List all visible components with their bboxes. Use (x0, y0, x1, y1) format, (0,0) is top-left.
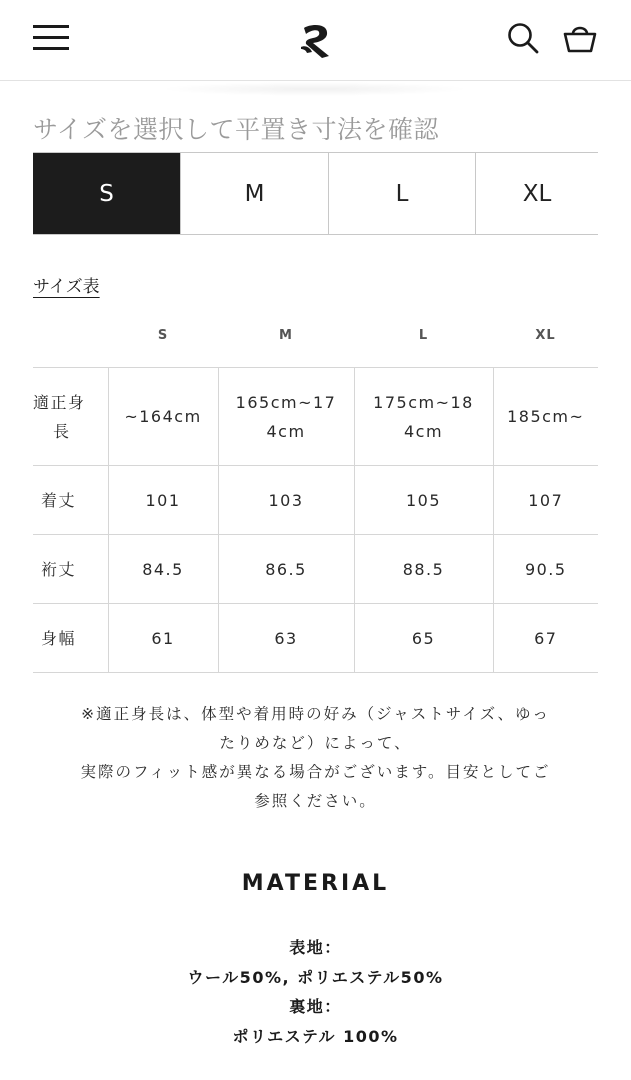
table-cell: 103 (218, 466, 354, 535)
lining-label: 裏地： (289, 997, 342, 1016)
site-header (0, 0, 631, 81)
row-label-cell (33, 368, 108, 466)
table-row (33, 535, 598, 604)
cell-line: 185cm~ (507, 407, 585, 426)
material-list (0, 933, 631, 1051)
table-header-cell: L (354, 303, 493, 368)
fit-note (33, 700, 598, 816)
table-cell: 105 (354, 466, 493, 535)
note-line: 参照ください。 (254, 792, 377, 810)
size-chart-table (33, 303, 598, 673)
note-line: 実際のフィット感が異なる場合がございます。目安としてご (80, 763, 551, 781)
table-cell: 84.5 (108, 535, 218, 604)
shopping-basket-icon[interactable] (561, 20, 599, 56)
cell-line: 4cm (403, 421, 444, 441)
note-line: ※適正身長は、体型や着用時の好み（ジャストサイズ、ゆっ (81, 705, 550, 723)
row-label-cell (33, 535, 108, 604)
cell-line: 4cm (266, 421, 306, 441)
row-label-line: 裄丈 (41, 559, 77, 579)
table-cell: 107 (493, 466, 598, 535)
brand-logo-icon[interactable] (296, 20, 336, 60)
table-cell: 67 (493, 604, 598, 673)
table-cell: 86.5 (218, 535, 354, 604)
row-label-line: 着丈 (41, 490, 77, 510)
table-row (33, 604, 598, 673)
outer-fabric-label: 表地： (289, 938, 342, 957)
cell-line: 165cm~17 (235, 392, 337, 412)
outer-fabric-value: ウール50%, ポリエステル50% (187, 967, 444, 987)
table-cell (354, 368, 493, 466)
table-cell: 65 (354, 604, 493, 673)
size-option-s[interactable]: S (33, 153, 180, 234)
size-chart-link[interactable]: サイズ表 (33, 277, 100, 297)
row-label-cell (33, 466, 108, 535)
table-cell: 101 (108, 466, 218, 535)
size-option-xl[interactable]: XL (475, 153, 598, 234)
material-heading: MATERIAL (241, 871, 390, 896)
hamburger-menu-icon[interactable] (33, 25, 69, 51)
table-header-row (33, 303, 598, 368)
table-header-cell: M (218, 303, 354, 368)
table-header-cell: S (108, 303, 218, 368)
size-option-l[interactable]: L (328, 153, 475, 234)
row-label-cell (33, 604, 108, 673)
row-label-line: 長 (53, 421, 71, 441)
size-option-m[interactable]: M (180, 153, 328, 234)
row-label-line: 身幅 (41, 628, 77, 648)
cell-line: 175cm~18 (373, 392, 474, 412)
table-cell (493, 368, 598, 466)
table-cell (218, 368, 354, 466)
table-cell: 88.5 (354, 535, 493, 604)
table-header-cell (33, 303, 108, 368)
table-cell: 61 (108, 604, 218, 673)
size-select-heading: サイズを選択して平置き寸法を確認 (33, 115, 440, 144)
table-cell (108, 368, 218, 466)
table-cell: 90.5 (493, 535, 598, 604)
table-row (33, 466, 598, 535)
lining-value: ポリエステル 100% (232, 1026, 399, 1046)
row-label-line: 適正身 (33, 392, 86, 412)
menu-bar (33, 25, 69, 28)
table-row (33, 368, 598, 466)
header-shadow (160, 82, 470, 96)
table-header-cell: XL (493, 303, 598, 368)
size-selector (33, 152, 598, 235)
menu-bar (33, 36, 69, 39)
menu-bar (33, 47, 69, 50)
search-icon[interactable] (505, 20, 541, 56)
note-line: たりめなど）によって、 (219, 734, 412, 752)
table-cell: 63 (218, 604, 354, 673)
cell-line: ~164cm (124, 407, 202, 426)
